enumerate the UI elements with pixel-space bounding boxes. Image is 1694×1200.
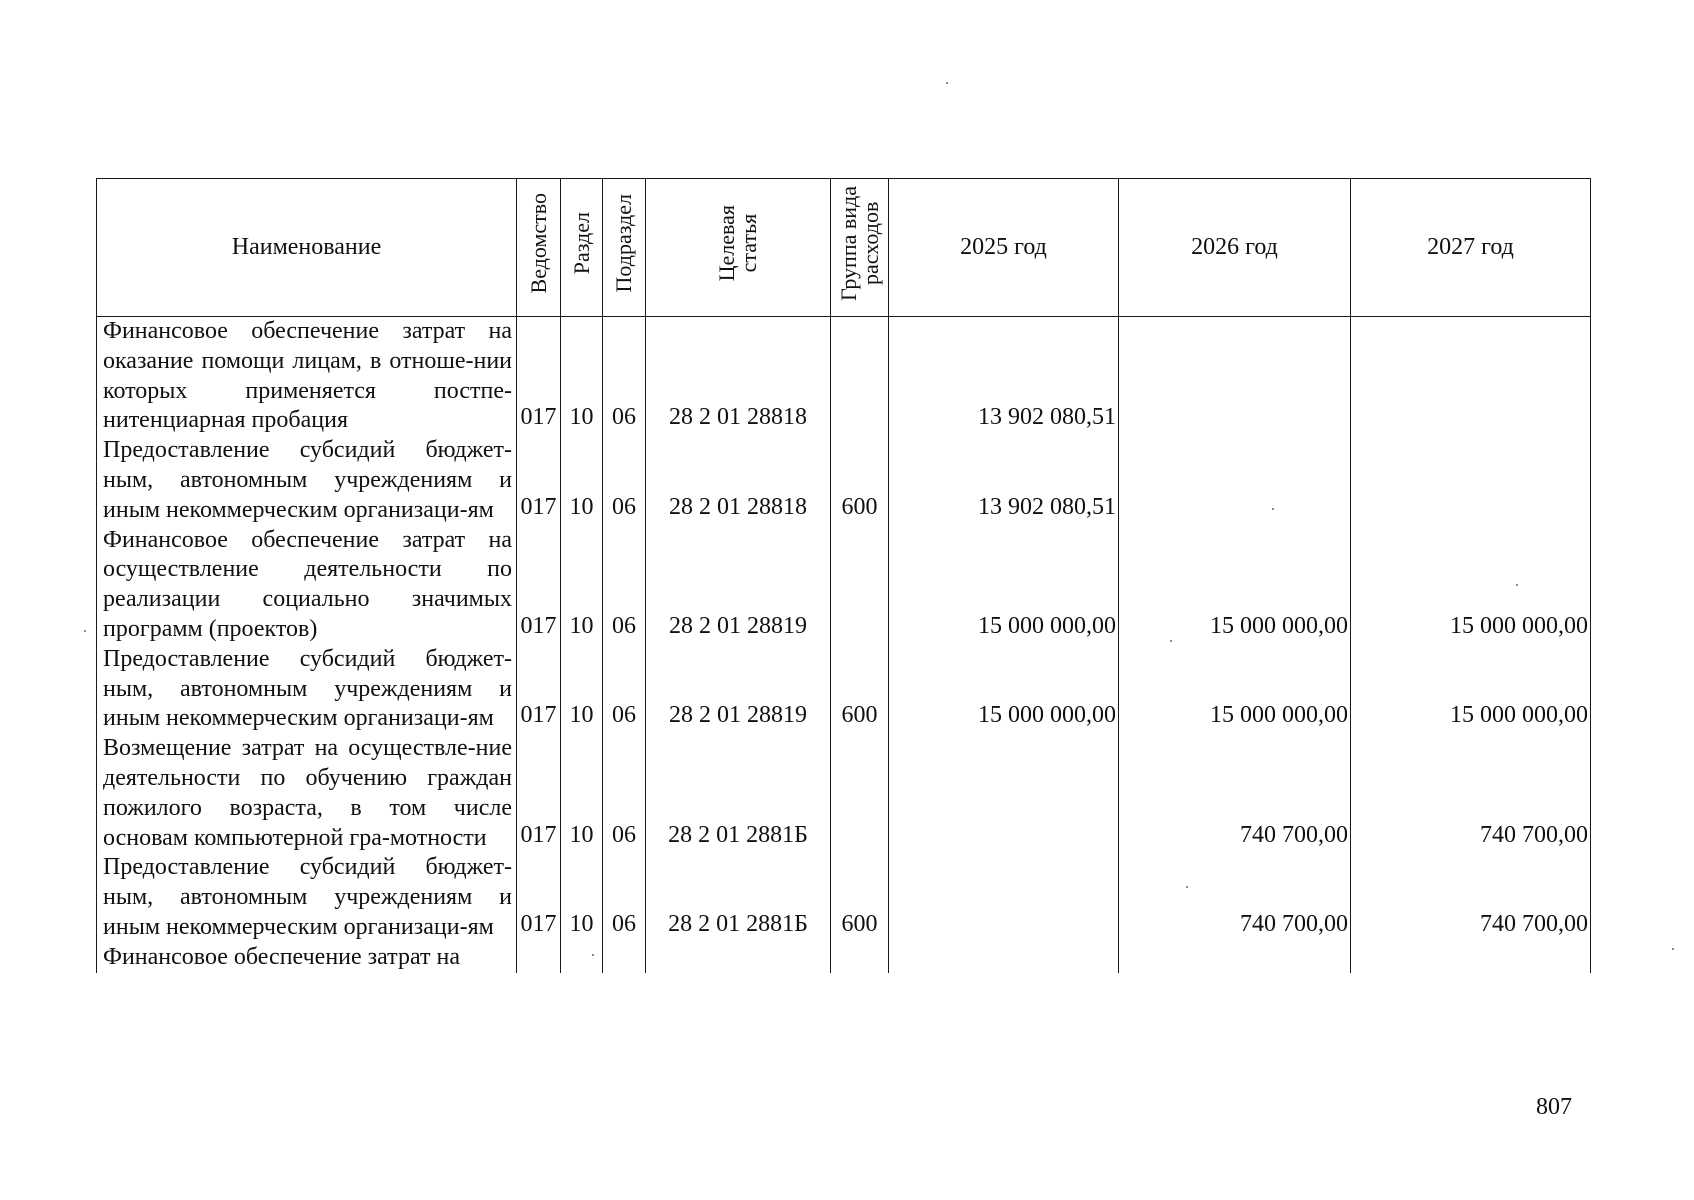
row-2027: [1351, 436, 1591, 525]
header-gruppa-vida-rashodov: [831, 179, 889, 317]
header-gruppa-line2: расходов: [857, 201, 883, 285]
header-2025: 2025 год: [889, 179, 1119, 317]
table-row: [97, 943, 1591, 973]
table-row: [97, 436, 1591, 525]
row-celevaya-statya: 28 2 01 2881Б: [646, 853, 831, 942]
row-2027: 740 700,00: [1351, 734, 1591, 853]
header-vedomstvo-label: Ведомство: [525, 192, 551, 294]
row-razdel: 10: [561, 317, 603, 437]
row-razdel: [561, 943, 603, 973]
table-row: [97, 853, 1591, 942]
row-vedomstvo: 017: [517, 317, 561, 437]
scan-speck: [1672, 948, 1674, 950]
row-celevaya-statya: 28 2 01 28818: [646, 317, 831, 437]
row-razdel: 10: [561, 436, 603, 525]
row-celevaya-statya: 28 2 01 28818: [646, 436, 831, 525]
header-razdel-label: Раздел: [568, 211, 594, 275]
row-vedomstvo: 017: [517, 436, 561, 525]
row-gruppa: [831, 734, 889, 853]
row-2027: [1351, 317, 1591, 437]
row-vedomstvo: 017: [517, 645, 561, 734]
header-celevaya-statya: [646, 179, 831, 317]
scan-speck: [1272, 508, 1274, 510]
header-podrazdel-label: Подраздел: [611, 193, 636, 293]
row-vedomstvo: 017: [517, 526, 561, 645]
table-header: [97, 179, 1591, 317]
row-2025: [889, 734, 1119, 853]
row-razdel: 10: [561, 645, 603, 734]
header-row: [97, 179, 1591, 317]
row-podrazdel: [603, 943, 646, 973]
header-gruppa-label: [835, 185, 883, 301]
scan-speck: [1186, 886, 1188, 888]
row-vedomstvo: [517, 943, 561, 973]
row-podrazdel: 06: [603, 526, 646, 645]
row-2025: [889, 853, 1119, 942]
row-2026: 15 000 000,00: [1119, 526, 1351, 645]
row-name: Предоставление субсидий бюджет-ным, автономным учреждениям и иным некоммерческим организаци-ям: [97, 853, 517, 942]
header-podrazdel: [603, 179, 646, 317]
table-row: [97, 645, 1591, 734]
row-2025: 13 902 080,51: [889, 436, 1119, 525]
header-celevaya-line1: Целевая: [714, 204, 739, 282]
row-2026: [1119, 943, 1351, 973]
row-name: Предоставление субсидий бюджет-ным, автономным учреждениям и иным некоммерческим организаци-ям: [97, 645, 517, 734]
row-name: Финансовое обеспечение затрат на: [97, 943, 517, 973]
header-vedomstvo: [517, 179, 561, 317]
header-gruppa-line1: Группа вида: [835, 185, 861, 301]
row-name: Финансовое обеспечение затрат на осуществление деятельности по реализации социально значимых программ (проектов): [97, 526, 517, 645]
row-gruppa: 600: [831, 645, 889, 734]
table-row: [97, 317, 1591, 437]
scan-speck: [1516, 584, 1518, 586]
row-celevaya-statya: [646, 943, 831, 973]
row-2026: [1119, 436, 1351, 525]
header-2027: 2027 год: [1351, 179, 1591, 317]
row-name: Предоставление субсидий бюджет-ным, автономным учреждениям и иным некоммерческим организаци-ям: [97, 436, 517, 525]
row-name: Возмещение затрат на осуществле-ние деятельности по обучению граждан пожилого возраста, в том числе основам компьютерной гра-мотности: [97, 734, 517, 853]
row-2026: 15 000 000,00: [1119, 645, 1351, 734]
scan-speck: [84, 630, 86, 632]
row-gruppa: 600: [831, 436, 889, 525]
row-celevaya-statya: 28 2 01 28819: [646, 645, 831, 734]
row-2025: 13 902 080,51: [889, 317, 1119, 437]
row-razdel: 10: [561, 734, 603, 853]
row-razdel: 10: [561, 526, 603, 645]
row-2026: 740 700,00: [1119, 853, 1351, 942]
table-row: [97, 734, 1591, 853]
row-2027: 740 700,00: [1351, 853, 1591, 942]
row-2027: 15 000 000,00: [1351, 526, 1591, 645]
row-razdel: 10: [561, 853, 603, 942]
row-2025: 15 000 000,00: [889, 645, 1119, 734]
row-podrazdel: 06: [603, 317, 646, 437]
row-vedomstvo: 017: [517, 734, 561, 853]
row-celevaya-statya: 28 2 01 2881Б: [646, 734, 831, 853]
header-celevaya-label: [716, 205, 760, 281]
row-celevaya-statya: 28 2 01 28819: [646, 526, 831, 645]
header-name: Наименование: [97, 179, 517, 317]
row-gruppa: [831, 317, 889, 437]
row-2027: [1351, 943, 1591, 973]
row-podrazdel: 06: [603, 436, 646, 525]
scan-speck: [592, 954, 594, 956]
table-row: [97, 526, 1591, 645]
header-celevaya-line2: статья: [736, 213, 761, 273]
header-razdel: [561, 179, 603, 317]
row-podrazdel: 06: [603, 645, 646, 734]
scan-speck: [946, 82, 948, 84]
page-number: 807: [1536, 1094, 1572, 1120]
row-2026: 740 700,00: [1119, 734, 1351, 853]
row-gruppa: [831, 943, 889, 973]
row-gruppa: 600: [831, 853, 889, 942]
row-2026: [1119, 317, 1351, 437]
row-podrazdel: 06: [603, 853, 646, 942]
row-vedomstvo: 017: [517, 853, 561, 942]
row-gruppa: [831, 526, 889, 645]
scan-speck: [1170, 640, 1172, 642]
row-2027: 15 000 000,00: [1351, 645, 1591, 734]
row-podrazdel: 06: [603, 734, 646, 853]
row-2025: [889, 943, 1119, 973]
budget-table: [96, 178, 1591, 973]
table-body: [97, 317, 1591, 973]
row-name: Финансовое обеспечение затрат на оказание помощи лицам, в отноше-нии которых применяется постпе-нитенциарная пробация: [97, 317, 517, 437]
row-2025: 15 000 000,00: [889, 526, 1119, 645]
header-2026: 2026 год: [1119, 179, 1351, 317]
